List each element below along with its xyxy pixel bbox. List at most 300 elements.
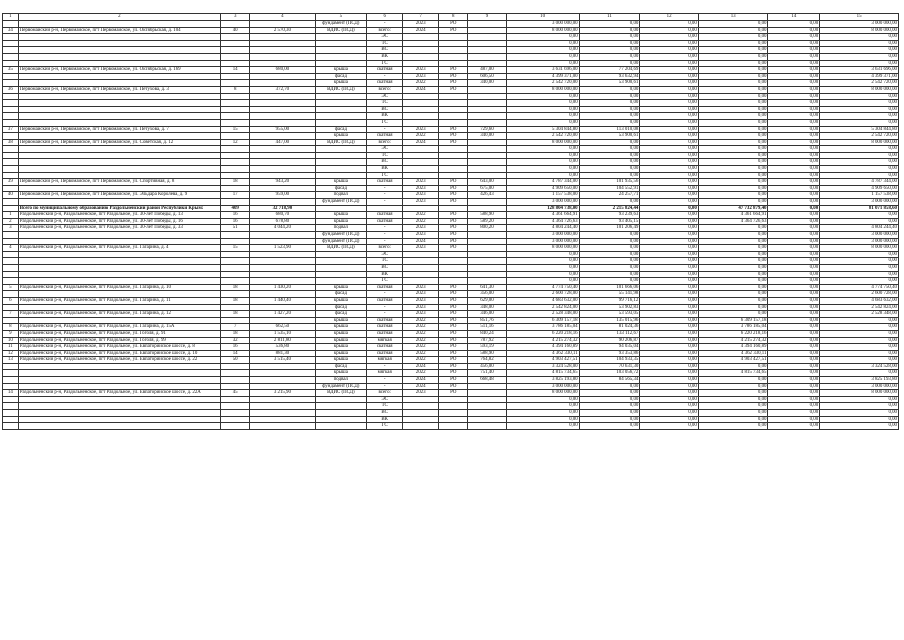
cell-col-15: 0,00 [820, 119, 899, 126]
cell-col-7 [403, 47, 439, 54]
cell-col-15: 2 600 728,00 [820, 291, 899, 298]
cell-col-6: ТС [367, 152, 403, 159]
cell-col-12: 0,00 [640, 73, 698, 80]
table-row [3, 390, 899, 397]
cell-col-1 [3, 185, 19, 192]
cell-col-12: 0,00 [640, 271, 698, 278]
cell-col-15: 0,00 [820, 251, 899, 258]
cell-col-12: 0,00 [640, 34, 698, 41]
cell-col-7: 2023 [403, 311, 439, 318]
cell-col-2: Первомайский р-н, Первомайское, пгт Первомайское, ул. Петухова, д. 7 [18, 126, 220, 133]
cell-col-14: 0,00 [768, 396, 820, 403]
cell-col-12: 0,00 [640, 27, 698, 34]
cell-col-12: 0,00 [640, 245, 698, 252]
cell-col-14: 0,00 [768, 245, 820, 252]
table-row [3, 192, 899, 199]
cell-col-14: 0,00 [768, 377, 820, 384]
cell-col-13: 0,00 [698, 93, 768, 100]
cell-col-4: 955,00 [250, 126, 315, 133]
cell-col-4 [250, 396, 315, 403]
cell-col-13: 0,00 [698, 133, 768, 140]
cell-col-5: крыша [315, 324, 367, 331]
cell-col-1 [3, 172, 19, 179]
cell-col-6: всего: [367, 245, 403, 252]
cell-col-12: 0,00 [640, 357, 698, 364]
cell-col-2: Раздольненский р-н, Раздольненское, пгт Раздольное, ул. Гагарина, д. 12 [18, 311, 220, 318]
cell-col-12: 0,00 [640, 264, 698, 271]
cell-col-15: 4 909 650,00 [820, 185, 899, 192]
cell-col-10: 0,00 [506, 278, 579, 285]
table-row [3, 126, 899, 133]
cell-col-1 [3, 40, 19, 47]
cell-col-6: - [367, 238, 403, 245]
table-row [3, 67, 899, 74]
cell-col-12: 0,00 [640, 218, 698, 225]
table-row [3, 106, 899, 113]
cell-col-8: РО [439, 185, 468, 192]
cell-col-10: 0,00 [506, 258, 579, 265]
cell-col-11: 0,00 [579, 100, 640, 107]
cell-col-14: 0,00 [768, 304, 820, 311]
cell-col-8: РО [439, 238, 468, 245]
cell-col-2 [18, 264, 220, 271]
cell-col-10: 5 304 844,80 [506, 126, 579, 133]
cell-col-1 [3, 383, 19, 390]
cell-col-11: 0,00 [579, 152, 640, 159]
cell-col-3: 45 [221, 390, 250, 397]
table-row [3, 370, 899, 377]
cell-col-15: 3 825 193,80 [820, 377, 899, 384]
cell-col-9 [468, 199, 506, 206]
cell-col-14: 0,00 [768, 232, 820, 239]
cell-col-11: 24 257,71 [579, 192, 640, 199]
cell-col-14: 0,00 [768, 133, 820, 140]
cell-col-6: ТС [367, 403, 403, 410]
cell-col-6: скатная [367, 179, 403, 186]
cell-col-15: 0,00 [820, 344, 899, 351]
cell-col-14: 0,00 [768, 113, 820, 120]
cell-col-7 [403, 278, 439, 285]
cell-col-2 [18, 40, 220, 47]
cell-col-8 [439, 416, 468, 423]
cell-col-14: 0,00 [768, 278, 820, 285]
cell-col-10: 4 683 632,00 [506, 297, 579, 304]
cell-col-8 [439, 113, 468, 120]
cell-col-3 [221, 363, 250, 370]
cell-col-1 [3, 258, 19, 265]
cell-col-4 [250, 166, 315, 173]
cell-col-7 [403, 146, 439, 153]
cell-col-9 [468, 271, 506, 278]
cell-col-15: 0,00 [820, 40, 899, 47]
cell-col-9: 356,00 [468, 291, 506, 298]
cell-col-13: 0,00 [698, 27, 768, 34]
cell-col-1 [3, 416, 19, 423]
cell-col-3 [221, 113, 250, 120]
cell-col-8 [439, 93, 468, 100]
cell-col-8 [439, 258, 468, 265]
cell-col-13: 0,00 [698, 166, 768, 173]
cell-col-9 [468, 410, 506, 417]
cell-col-4: 2 811,80 [250, 337, 315, 344]
cell-col-10: 8 000 000,00 [506, 86, 579, 93]
cell-col-7: 2023 [403, 245, 439, 252]
cell-col-14: 0,00 [768, 297, 820, 304]
table-row [3, 172, 899, 179]
cell-col-13: 0,00 [698, 416, 768, 423]
cell-col-13: 4 815 734,65 [698, 370, 768, 377]
cell-col-9: 456,00 [468, 363, 506, 370]
cell-col-6: скатная [367, 284, 403, 291]
cell-col-4 [250, 159, 315, 166]
cell-col-3: 50 [221, 357, 250, 364]
cell-col-11: 93 632,94 [579, 73, 640, 80]
cell-col-7 [403, 251, 439, 258]
cell-col-4 [250, 152, 315, 159]
cell-col-7 [403, 396, 439, 403]
cell-col-11: 0,00 [579, 60, 640, 67]
cell-col-15: 0,00 [820, 166, 899, 173]
cell-col-4: 1 523,90 [250, 245, 315, 252]
cell-col-9 [468, 205, 506, 212]
cell-col-1: 1 [3, 14, 19, 21]
cell-col-3: 16 [221, 344, 250, 351]
cell-col-6: скатная [367, 330, 403, 337]
cell-col-6: ВС [367, 264, 403, 271]
cell-col-13: 0,00 [698, 34, 768, 41]
cell-col-10: 2 600 728,00 [506, 291, 579, 298]
cell-col-3 [221, 119, 250, 126]
cell-col-6: 6 [367, 14, 403, 21]
cell-col-7 [403, 106, 439, 113]
cell-col-9 [468, 152, 506, 159]
cell-col-15: 4 787 344,00 [820, 179, 899, 186]
cell-col-9 [468, 93, 506, 100]
cell-col-2: Всего по муниципальному образованию Раздольненский район Республики Крым: [18, 205, 220, 212]
cell-col-3 [221, 410, 250, 417]
cell-col-13: 0,00 [698, 172, 768, 179]
cell-col-6: ГС [367, 423, 403, 430]
cell-col-1: 34 [3, 27, 19, 34]
cell-col-1: 8 [3, 324, 19, 331]
cell-col-3 [221, 416, 250, 423]
cell-col-2: Раздольненский р-н, Раздольненское, пгт Раздольное, ул. Евпаторийское шоссе, д. 8 [18, 344, 220, 351]
table-row [3, 218, 899, 225]
table-row [3, 60, 899, 67]
cell-col-12: 0,00 [640, 390, 698, 397]
cell-col-5 [315, 416, 367, 423]
cell-col-6: ЭС [367, 93, 403, 100]
cell-col-11: 0,00 [579, 199, 640, 206]
cell-col-15: 0,00 [820, 271, 899, 278]
cell-col-2: Первомайский р-н, Первомайское, пгт Первомайское, ул. Петухова, д. 3 [18, 86, 220, 93]
cell-col-11: 81 024,36 [579, 324, 640, 331]
table-row [3, 205, 899, 212]
cell-col-10: 10 [506, 14, 579, 21]
cell-col-10: 0,00 [506, 53, 579, 60]
cell-col-7 [403, 159, 439, 166]
cell-col-2: Раздольненский р-н, Раздольненское, пгт Раздольное, ул. 30-лет Победы, д. 33 [18, 225, 220, 232]
cell-col-5: крыша [315, 337, 367, 344]
cell-col-9: 346,00 [468, 311, 506, 318]
cell-col-6: - [367, 185, 403, 192]
cell-col-5: крыша [315, 350, 367, 357]
cell-col-8 [439, 40, 468, 47]
cell-col-8 [439, 271, 468, 278]
cell-col-12: 0,00 [640, 152, 698, 159]
cell-col-8: РО [439, 330, 468, 337]
cell-col-13: 0,00 [698, 278, 768, 285]
cell-col-8: РО [439, 218, 468, 225]
cell-col-10: 3 000 000,00 [506, 238, 579, 245]
cell-col-7: 2023 [403, 390, 439, 397]
cell-col-13: 0,00 [698, 47, 768, 54]
cell-col-1 [3, 34, 19, 41]
cell-col-4 [250, 185, 315, 192]
cell-col-10: 0,00 [506, 113, 579, 120]
cell-col-2 [18, 383, 220, 390]
cell-col-12: 0,00 [640, 330, 698, 337]
cell-col-13: 4 903 427,51 [698, 357, 768, 364]
cell-col-15: 0,00 [820, 146, 899, 153]
cell-col-5: крыша [315, 344, 367, 351]
cell-col-4 [250, 291, 315, 298]
cell-col-5 [315, 40, 367, 47]
cell-col-7: 2023 [403, 185, 439, 192]
cell-col-14: 0,00 [768, 126, 820, 133]
cell-col-4 [250, 363, 315, 370]
cell-col-13: 13 [698, 14, 768, 21]
cell-col-15: 0,00 [820, 106, 899, 113]
cell-col-13: 0,00 [698, 377, 768, 384]
cell-col-1 [3, 317, 19, 324]
cell-col-14: 0,00 [768, 410, 820, 417]
cell-col-10: 0,00 [506, 100, 579, 107]
cell-col-12: 0,00 [640, 126, 698, 133]
cell-col-13: 0,00 [698, 40, 768, 47]
cell-col-9 [468, 100, 506, 107]
cell-col-11: 0,00 [579, 40, 640, 47]
cell-col-15: 0,00 [820, 113, 899, 120]
cell-col-12: 0,00 [640, 113, 698, 120]
cell-col-7: 2024 [403, 377, 439, 384]
cell-col-13: 0,00 [698, 185, 768, 192]
table-row [3, 330, 899, 337]
cell-col-1 [3, 21, 19, 28]
cell-col-7 [403, 410, 439, 417]
cell-col-4: 678,80 [250, 218, 315, 225]
cell-col-13: 4 362 330,11 [698, 350, 768, 357]
cell-col-1 [3, 80, 19, 87]
cell-col-12: 0,00 [640, 324, 698, 331]
table-row [3, 344, 899, 351]
cell-col-14: 0,00 [768, 106, 820, 113]
cell-col-15: 0,00 [820, 212, 899, 219]
cell-col-8 [439, 251, 468, 258]
cell-col-14: 0,00 [768, 284, 820, 291]
cell-col-11: 103 056,72 [579, 370, 640, 377]
cell-col-6: мягкая [367, 357, 403, 364]
cell-col-7 [403, 166, 439, 173]
cell-col-7 [403, 205, 439, 212]
cell-col-6: - [367, 304, 403, 311]
table-row [3, 146, 899, 153]
cell-col-14: 0,00 [768, 159, 820, 166]
table-row [3, 251, 899, 258]
cell-col-3 [221, 383, 250, 390]
cell-col-2 [18, 232, 220, 239]
cell-col-8: РО [439, 370, 468, 377]
cell-col-2 [18, 304, 220, 311]
table-row [3, 113, 899, 120]
cell-col-3 [221, 271, 250, 278]
cell-col-2 [18, 396, 220, 403]
cell-col-5: 5 [315, 14, 367, 21]
cell-col-4 [250, 383, 315, 390]
cell-col-15: 3 324 528,00 [820, 363, 899, 370]
cell-col-10: 8 000 000,00 [506, 390, 579, 397]
cell-col-8: РО [439, 232, 468, 239]
cell-col-2 [18, 73, 220, 80]
cell-col-13: 0,00 [698, 152, 768, 159]
cell-col-9: 840,24 [468, 330, 506, 337]
cell-col-7: 2022 [403, 337, 439, 344]
table-row [3, 297, 899, 304]
cell-col-4 [250, 100, 315, 107]
cell-col-15: 4 399 371,00 [820, 73, 899, 80]
table-row [3, 278, 899, 285]
cell-col-12: 0,00 [640, 410, 698, 417]
table-row [3, 258, 899, 265]
cell-col-10: 4 364 726,63 [506, 218, 579, 225]
cell-col-5 [315, 60, 367, 67]
cell-col-10: 0,00 [506, 271, 579, 278]
table-row [3, 232, 899, 239]
cell-col-8: РО [439, 304, 468, 311]
cell-col-10: 3 000 000,00 [506, 199, 579, 206]
cell-col-13: 0,00 [698, 67, 768, 74]
cell-col-15: 0,00 [820, 350, 899, 357]
cell-col-10: 128 804 738,00 [506, 205, 579, 212]
cell-col-11: 53 900,61 [579, 133, 640, 140]
cell-col-4 [250, 119, 315, 126]
cell-col-15: 8 000 000,00 [820, 86, 899, 93]
cell-col-2: Раздольненский р-н, Раздольненское, пгт Раздольное, ул. Гоголя, д. 99 [18, 337, 220, 344]
cell-col-9: 800,20 [468, 225, 506, 232]
cell-col-9 [468, 34, 506, 41]
cell-col-6: ТС [367, 40, 403, 47]
cell-col-11: 77 204,69 [579, 67, 640, 74]
cell-col-2: Первомайский р-н, Первомайское, пгт Первомайское, ул. Эльдара Королева, д. 9 [18, 192, 220, 199]
cell-col-7: 2022 [403, 133, 439, 140]
table-row [3, 166, 899, 173]
cell-col-2: Первомайский р-н, Первомайское, пгт Первомайское, ул. Советская, д. 12 [18, 139, 220, 146]
cell-col-15: 0,00 [820, 264, 899, 271]
cell-col-4 [250, 416, 315, 423]
cell-col-12: 0,00 [640, 60, 698, 67]
cell-col-11: 0,00 [579, 423, 640, 430]
cell-col-14: 0,00 [768, 363, 820, 370]
cell-col-10: 0,00 [506, 119, 579, 126]
cell-col-7: 2022 [403, 212, 439, 219]
cell-col-7: 2024 [403, 238, 439, 245]
cell-col-8 [439, 60, 468, 67]
cell-col-3: 16 [221, 212, 250, 219]
cell-col-6: - [367, 383, 403, 390]
table-row [3, 416, 899, 423]
cell-col-6: - [367, 311, 403, 318]
cell-col-3: 18 [221, 311, 250, 318]
cell-col-3 [221, 291, 250, 298]
table-row [3, 159, 899, 166]
cell-col-6: скатная [367, 133, 403, 140]
cell-col-11: 0,00 [579, 106, 640, 113]
cell-col-2 [18, 317, 220, 324]
cell-col-13: 0,00 [698, 179, 768, 186]
cell-col-10: 2 542 720,00 [506, 133, 579, 140]
cell-col-1 [3, 304, 19, 311]
table-row [3, 271, 899, 278]
cell-col-8 [439, 172, 468, 179]
cell-col-11: 11 [579, 14, 640, 21]
cell-col-12: 0,00 [640, 159, 698, 166]
cell-col-3: 18 [221, 297, 250, 304]
cell-col-10: 8 000 000,00 [506, 27, 579, 34]
cell-col-5: крыша [315, 67, 367, 74]
cell-col-5: фундамент (ПСД) [315, 199, 367, 206]
cell-col-13: 0,00 [698, 146, 768, 153]
cell-col-7 [403, 403, 439, 410]
cell-col-12: 0,00 [640, 370, 698, 377]
cell-col-4 [250, 47, 315, 54]
cell-col-3: 16 [221, 218, 250, 225]
cell-col-3 [221, 317, 250, 324]
cell-col-15: 2 528 348,00 [820, 311, 899, 318]
cell-col-12: 0,00 [640, 423, 698, 430]
cell-col-12: 0,00 [640, 297, 698, 304]
cell-col-1 [3, 93, 19, 100]
cell-col-15: 2 542 824,00 [820, 304, 899, 311]
cell-col-4: 447,00 [250, 139, 315, 146]
cell-col-6: ВС [367, 410, 403, 417]
cell-col-13: 0,00 [698, 363, 768, 370]
table-row [3, 34, 899, 41]
cell-col-14: 0,00 [768, 291, 820, 298]
capital-repair-table [2, 13, 899, 430]
cell-col-5: подвал [315, 377, 367, 384]
cell-col-5: крыша [315, 370, 367, 377]
cell-col-15: 0,00 [820, 258, 899, 265]
cell-col-9: 751,40 [468, 370, 506, 377]
cell-col-10: 4 909 650,00 [506, 185, 579, 192]
table-body [3, 14, 899, 430]
cell-col-1: 3 [3, 225, 19, 232]
cell-col-5 [315, 258, 367, 265]
cell-col-5: подвал [315, 225, 367, 232]
cell-col-6: - [367, 225, 403, 232]
cell-col-8: РО [439, 67, 468, 74]
cell-col-4: 32 718,90 [250, 205, 315, 212]
cell-col-4: 536,80 [250, 344, 315, 351]
cell-col-14: 0,00 [768, 73, 820, 80]
cell-col-11: 0,00 [579, 146, 640, 153]
cell-col-1 [3, 396, 19, 403]
cell-col-14: 0,00 [768, 146, 820, 153]
cell-col-2 [18, 410, 220, 417]
cell-col-13: 0,00 [698, 126, 768, 133]
cell-col-8 [439, 159, 468, 166]
cell-col-7: 2022 [403, 357, 439, 364]
